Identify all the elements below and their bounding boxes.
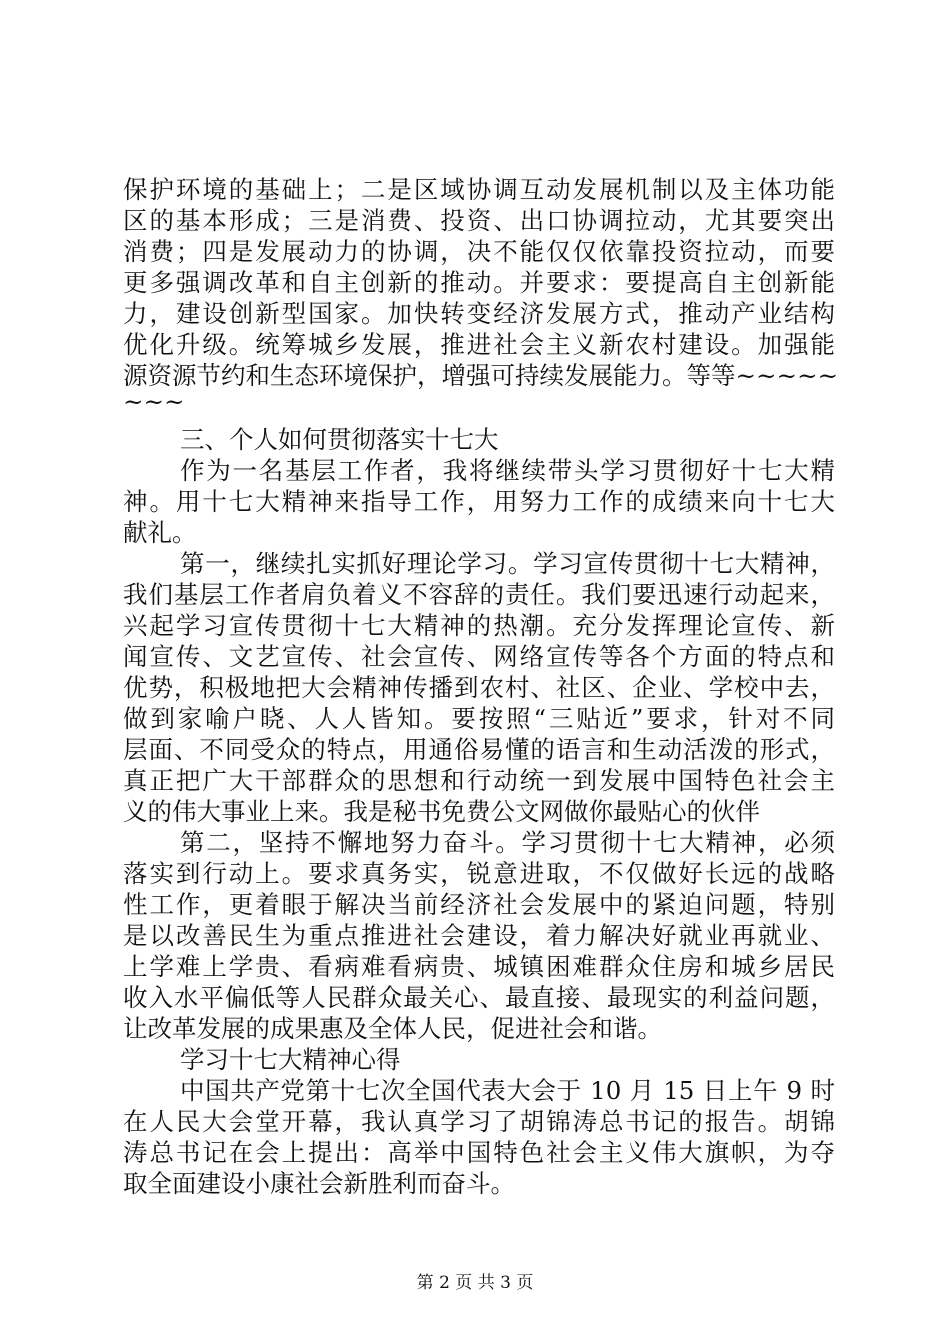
text-line: 神。用十七大精神来指导工作，用努力工作的成绩来向十七大 — [123, 487, 835, 516]
text-line: 上学难上学贵、看病难看病贵、城镇困难群众住房和城乡居民 — [123, 952, 835, 981]
text-line: 优化升级。统筹城乡发展，推进社会主义新农村建设。加强能 — [123, 330, 835, 359]
text-line: 更多强调改革和自主创新的推动。并要求：要提高自主创新能 — [123, 268, 835, 297]
text-line: 性工作，更着眼于解决当前经济社会发展中的紧迫问题，特别 — [123, 890, 835, 919]
paragraph-first-line: 第二，坚持不懈地努力奋斗。学习贯彻十七大精神，必须 — [180, 828, 835, 857]
article-title: 学习十七大精神心得 — [180, 1045, 401, 1074]
text-line: 献礼。 — [123, 518, 197, 547]
text-line: 做到家喻户晓、人人皆知。要按照“三贴近”要求，针对不同 — [123, 704, 835, 733]
text-line: 义的伟大事业上来。我是秘书免费公文网做你最贴心的伙伴 — [123, 797, 760, 826]
text-line: 兴起学习宣传贯彻十七大精神的热潮。充分发挥理论宣传、新 — [123, 611, 835, 640]
text-line: 闻宣传、文艺宣传、社会宣传、网络宣传等各个方面的特点和 — [123, 642, 835, 671]
paragraph-first-line: 第一，继续扎实抓好理论学习。学习宣传贯彻十七大精神， — [180, 549, 835, 578]
text-line: 我们基层工作者肩负着义不容辞的责任。我们要迅速行动起来， — [123, 580, 835, 609]
text-line: 是以改善民生为重点推进社会建设，着力解决好就业再就业、 — [123, 921, 835, 950]
section-heading: 三、个人如何贯彻落实十七大 — [180, 425, 499, 454]
text-line: 优势，积极地把大会精神传播到农村、社区、企业、学校中去， — [123, 673, 835, 702]
page-number-footer: 第 2 页 共 3 页 — [416, 1273, 534, 1293]
text-line: 取全面建设小康社会新胜利而奋斗。 — [123, 1169, 515, 1198]
text-line: 力，建设创新型国家。加快转变经济发展方式，推动产业结构 — [123, 299, 835, 328]
text-line: 区的基本形成；三是消费、投资、出口协调拉动，尤其要突出 — [123, 206, 835, 235]
text-line: 在人民大会堂开幕，我认真学习了胡锦涛总书记的报告。胡锦 — [123, 1107, 835, 1136]
text-line: 涛总书记在会上提出：高举中国特色社会主义伟大旗帜，为夺 — [123, 1138, 835, 1167]
paragraph-first-line: 作为一名基层工作者，我将继续带头学习贯彻好十七大精 — [180, 456, 835, 485]
text-line: 真正把广大干部群众的思想和行动统一到发展中国特色社会主 — [123, 766, 835, 795]
text-line: 保护环境的基础上；二是区域协调互动发展机制以及主体功能 — [123, 175, 835, 204]
paragraph-first-line: 中国共产党第十七次全国代表大会于 10 月 15 日上午 9 时 — [180, 1076, 835, 1105]
text-line: 收入水平偏低等人民群众最关心、最直接、最现实的利益问题， — [123, 983, 835, 1012]
text-line: 源资源节约和生态环境保护，增强可持续发展能力。等等~~~~~ — [123, 361, 839, 390]
text-line: 落实到行动上。要求真务实，锐意进取，不仅做好长远的战略 — [123, 859, 835, 888]
text-line: 层面、不同受众的特点，用通俗易懂的语言和生动活泼的形式， — [123, 735, 835, 764]
text-line: 消费；四是发展动力的协调，决不能仅仅依靠投资拉动，而要 — [123, 237, 835, 266]
text-line: 让改革发展的成果惠及全体人民，促进社会和谐。 — [123, 1014, 662, 1043]
text-line: ~~~ — [123, 387, 185, 416]
